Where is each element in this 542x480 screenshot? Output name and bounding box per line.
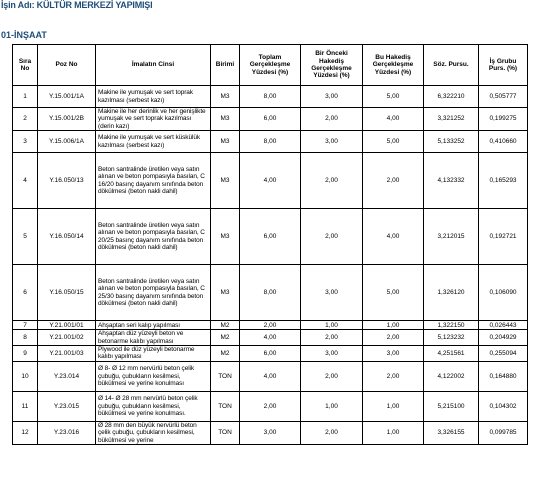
cell-curr: 5,00: [363, 265, 424, 321]
table-row: [13, 346, 528, 362]
cell-soz: 1,322150: [424, 321, 479, 330]
cell-grup: 0,410660: [479, 131, 528, 153]
table-row: [13, 108, 528, 131]
cell-poz: Y.16.050/15: [38, 265, 96, 321]
table-row: [13, 86, 528, 108]
col-header-desc: İmalatın Cinsi: [96, 45, 211, 86]
cell-soz: 1,326120: [424, 265, 479, 321]
cell-unit: M2: [211, 346, 240, 362]
cell-poz: Y.15.001/2B: [38, 108, 96, 131]
cell-curr: 3,00: [363, 346, 424, 362]
cell-curr: 1,00: [363, 321, 424, 330]
table-row: [13, 391, 528, 421]
cell-prev: 2,00: [301, 330, 363, 346]
cell-prev: 1,00: [301, 321, 363, 330]
cell-soz: 5,133252: [424, 131, 479, 153]
cell-no: 1: [13, 86, 38, 108]
cell-total: 8,00: [240, 131, 301, 153]
cell-curr: 2,00: [363, 330, 424, 346]
cell-poz: Y.23.014: [38, 361, 96, 391]
cell-grup: 0,164880: [479, 361, 528, 391]
cell-soz: 3,321252: [424, 108, 479, 131]
cell-soz: 4,132332: [424, 153, 479, 209]
col-header-curr: Bu Hakediş Gerçekleşme Yüzdesi (%): [363, 45, 424, 86]
cell-unit: M3: [211, 209, 240, 265]
cell-total: 2,00: [240, 391, 301, 421]
table-row: [13, 321, 528, 330]
cell-unit: M2: [211, 330, 240, 346]
cell-unit: TON: [211, 361, 240, 391]
cell-grup: 0,026443: [479, 321, 528, 330]
col-header-grup: İş Grubu Purs. (%): [479, 45, 528, 86]
cell-unit: M2: [211, 321, 240, 330]
cell-no: 5: [13, 209, 38, 265]
cell-prev: 2,00: [301, 209, 363, 265]
cell-desc: Makine ile yumuşak ve sert küskülük kazılması (serbest kazı): [96, 131, 211, 153]
table-row: [13, 421, 528, 444]
cell-curr: 4,00: [363, 108, 424, 131]
cell-desc: Beton santralinde üretilen veya satın alınan ve beton pompasıyla basılan, C 16/20 basınç dayanım sınıfında beton dökülmesi (beton nakli dahil): [96, 153, 211, 209]
cell-no: 7: [13, 321, 38, 330]
cell-total: 4,00: [240, 361, 301, 391]
cell-total: 3,00: [240, 421, 301, 444]
cell-poz: Y.21.001/02: [38, 330, 96, 346]
cell-poz: Y.23.016: [38, 421, 96, 444]
cell-curr: 1,00: [363, 421, 424, 444]
cell-desc: Beton santralinde üretilen veya satın alınan ve beton pompasıyla basılan, C 20/25 basınç dayanım sınıfında beton dökülmesi (beton nakli dahil): [96, 209, 211, 265]
cell-no: 2: [13, 108, 38, 131]
cell-curr: 5,00: [363, 131, 424, 153]
cell-grup: 0,199275: [479, 108, 528, 131]
cell-total: 2,00: [240, 321, 301, 330]
cell-prev: 3,00: [301, 86, 363, 108]
cell-desc: Beton santralinde üretilen veya satın alınan ve beton pompasıyla basılan, C 25/30 basınç dayanım sınıfında beton dökülmesi (beton nakli dahil): [96, 265, 211, 321]
section-title: 01-İNŞAAT: [1, 30, 47, 40]
cell-soz: 4,251561: [424, 346, 479, 362]
col-header-unit: Birimi: [211, 45, 240, 86]
cell-soz: 3,326155: [424, 421, 479, 444]
cell-unit: M3: [211, 265, 240, 321]
cell-desc: Plywood ile düz yüzeyli betonarme kalıbı yapılması: [96, 346, 211, 362]
table-header-row: [13, 45, 528, 86]
cell-grup: 0,255094: [479, 346, 528, 362]
cell-prev: 2,00: [301, 361, 363, 391]
cell-soz: 3,212015: [424, 209, 479, 265]
cell-prev: 3,00: [301, 265, 363, 321]
cell-unit: M3: [211, 86, 240, 108]
cell-unit: M3: [211, 131, 240, 153]
cell-prev: 2,00: [301, 108, 363, 131]
cell-total: 8,00: [240, 86, 301, 108]
col-header-no: Sıra No: [13, 45, 38, 86]
col-header-poz: Poz No: [38, 45, 96, 86]
cell-desc: Ø 14- Ø 28 mm nervürlü beton çelik çubuğu, çubukların kesilmesi, bükülmesi ve yerine konulması.: [96, 391, 211, 421]
cell-unit: M3: [211, 153, 240, 209]
cell-soz: 5,123232: [424, 330, 479, 346]
table-row: [13, 153, 528, 209]
progress-table: [12, 44, 528, 445]
cell-poz: Y.21.001/01: [38, 321, 96, 330]
cell-no: 3: [13, 131, 38, 153]
cell-total: 4,00: [240, 153, 301, 209]
cell-no: 11: [13, 391, 38, 421]
cell-prev: 2,00: [301, 153, 363, 209]
cell-desc: Ø 28 mm den büyük nervürlü beton çelik çubuğu, çubukların kesilmesi, bükülmesi ve yerine: [96, 421, 211, 444]
cell-total: 6,00: [240, 209, 301, 265]
cell-grup: 0,104302: [479, 391, 528, 421]
cell-unit: M3: [211, 108, 240, 131]
cell-desc: Makine ile her derinlik ve her genişlikte yumuşak ve sert toprak kazılması (derin kazı): [96, 108, 211, 131]
cell-poz: Y.15.001/1A: [38, 86, 96, 108]
cell-soz: 4,122002: [424, 361, 479, 391]
cell-no: 8: [13, 330, 38, 346]
cell-prev: 2,00: [301, 421, 363, 444]
cell-grup: 0,165293: [479, 153, 528, 209]
cell-grup: 0,106090: [479, 265, 528, 321]
cell-total: 6,00: [240, 108, 301, 131]
col-header-prev: Bir Önceki Hakediş Gerçekleşme Yüzdesi (%): [301, 45, 363, 86]
cell-curr: 2,00: [363, 361, 424, 391]
cell-grup: 0,505777: [479, 86, 528, 108]
col-header-soz: Söz. Pursu.: [424, 45, 479, 86]
cell-soz: 5,215100: [424, 391, 479, 421]
cell-total: 4,00: [240, 330, 301, 346]
cell-poz: Y.23.015: [38, 391, 96, 421]
cell-total: 8,00: [240, 265, 301, 321]
cell-no: 12: [13, 421, 38, 444]
table-row: [13, 209, 528, 265]
table-row: [13, 265, 528, 321]
cell-no: 4: [13, 153, 38, 209]
cell-poz: Y.16.050/13: [38, 153, 96, 209]
cell-desc: Ø 8- Ø 12 mm nervürlü beton çelik çubuğu, çubukların kesilmesi, bükülmesi ve yerine konulması: [96, 361, 211, 391]
cell-total: 6,00: [240, 346, 301, 362]
cell-desc: Makine ile yumuşak ve sert toprak kazılması (serbest kazı): [96, 86, 211, 108]
cell-unit: TON: [211, 421, 240, 444]
cell-curr: 5,00: [363, 86, 424, 108]
cell-grup: 0,099785: [479, 421, 528, 444]
cell-prev: 3,00: [301, 131, 363, 153]
cell-poz: Y.21.001/03: [38, 346, 96, 362]
cell-no: 9: [13, 346, 38, 362]
cell-prev: 3,00: [301, 346, 363, 362]
table-row: [13, 361, 528, 391]
cell-unit: TON: [211, 391, 240, 421]
job-title: İşin Adı: KÜLTÜR MERKEZİ YAPIMIŞI: [1, 0, 153, 10]
cell-poz: Y.16.050/14: [38, 209, 96, 265]
cell-prev: 1,00: [301, 391, 363, 421]
cell-no: 6: [13, 265, 38, 321]
cell-grup: 0,204929: [479, 330, 528, 346]
cell-curr: 4,00: [363, 209, 424, 265]
cell-curr: 1,00: [363, 391, 424, 421]
cell-desc: Ahşaptan düz yüzeyli beton ve betonarme kalıbı yapılması: [96, 330, 211, 346]
table-row: [13, 131, 528, 153]
cell-desc: Ahşaptan seri kalıp yapılması: [96, 321, 211, 330]
col-header-total: Toplam Gerçekleşme Yüzdesi (%): [240, 45, 301, 86]
cell-poz: Y.15.006/1A: [38, 131, 96, 153]
cell-curr: 2,00: [363, 153, 424, 209]
cell-grup: 0,192721: [479, 209, 528, 265]
cell-soz: 6,322210: [424, 86, 479, 108]
table-row: [13, 330, 528, 346]
cell-no: 10: [13, 361, 38, 391]
